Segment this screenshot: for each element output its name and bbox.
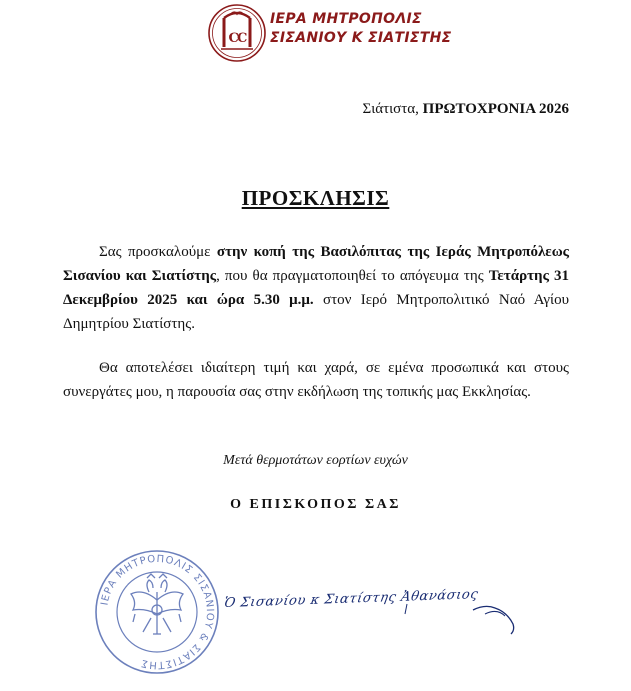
seal-lettering: ΙΕΡΑ ΜΗΤΡΟΠΟΛΙΣ ΣΙΣΑΝΙΟΥ & ΣΙΑΤΙΣΤΗΣ <box>99 553 216 671</box>
para1-text-3: στον Ιερό Μητροπολιτικό Ναό Αγίου Δημητρίου Σιατίστης. <box>63 292 569 332</box>
date: ΠΡΩΤΟΧΡΟΝΙΑ 2026 <box>422 101 569 117</box>
emblem-letter-right: C <box>237 31 248 46</box>
greeting: Μετά θερμοτάτων εορτίων ευχών <box>223 453 408 468</box>
signature-handwriting: Ὁ Σισανίου κ Σιατίστης Ἀθανάσιος <box>222 587 480 612</box>
metropolis-name-line2: ΣΙΣΑΝΙΟΥ Κ ΣΙΑΤΙΣΤΗΣ <box>270 30 452 46</box>
emblem-letter-left: C <box>228 31 239 46</box>
para1-text-1: Σας προσκαλούμε <box>99 244 217 260</box>
place: Σιάτιστα, <box>362 101 423 117</box>
para1-datetime: Τετάρτης 31 Δεκεμβρίου 2025 και ώρα 5.30 μ.μ. <box>63 268 570 308</box>
place-and-date <box>362 101 569 118</box>
metropolis-name <box>270 10 452 48</box>
signoff: Ο ΕΠΙΣΚΟΠΟΣ ΣΑΣ <box>230 497 401 512</box>
para1-text-2: , που θα πραγματοποιηθεί το απόγευμα της <box>216 268 489 284</box>
signature-flourish-icon <box>215 584 525 636</box>
metropolis-emblem-icon <box>207 2 267 64</box>
invitation-paragraph <box>63 240 569 336</box>
honor-paragraph: Θα αποτελέσει ιδιαίτερη τιμή και χαρά, σε εμένα προσωπικά και στους συνεργάτες μου, η παρουσία σας στην εκδήλωση της τοπικής μας Εκκλησίας. <box>63 360 569 400</box>
seal-stamp-icon <box>93 548 221 676</box>
para1-event: στην κοπή της Βασιλόπιτας της Ιεράς Μητροπόλεως Σισανίου και Σιατίστης <box>63 244 570 284</box>
metropolis-name-line1: ΙΕΡΑ ΜΗΤΡΟΠΟΛΙΣ <box>270 11 422 27</box>
document-title: ΠΡΟΣΚΛΗΣΙΣ <box>241 186 390 210</box>
letterhead <box>0 0 631 72</box>
bishop-signature <box>215 584 525 636</box>
